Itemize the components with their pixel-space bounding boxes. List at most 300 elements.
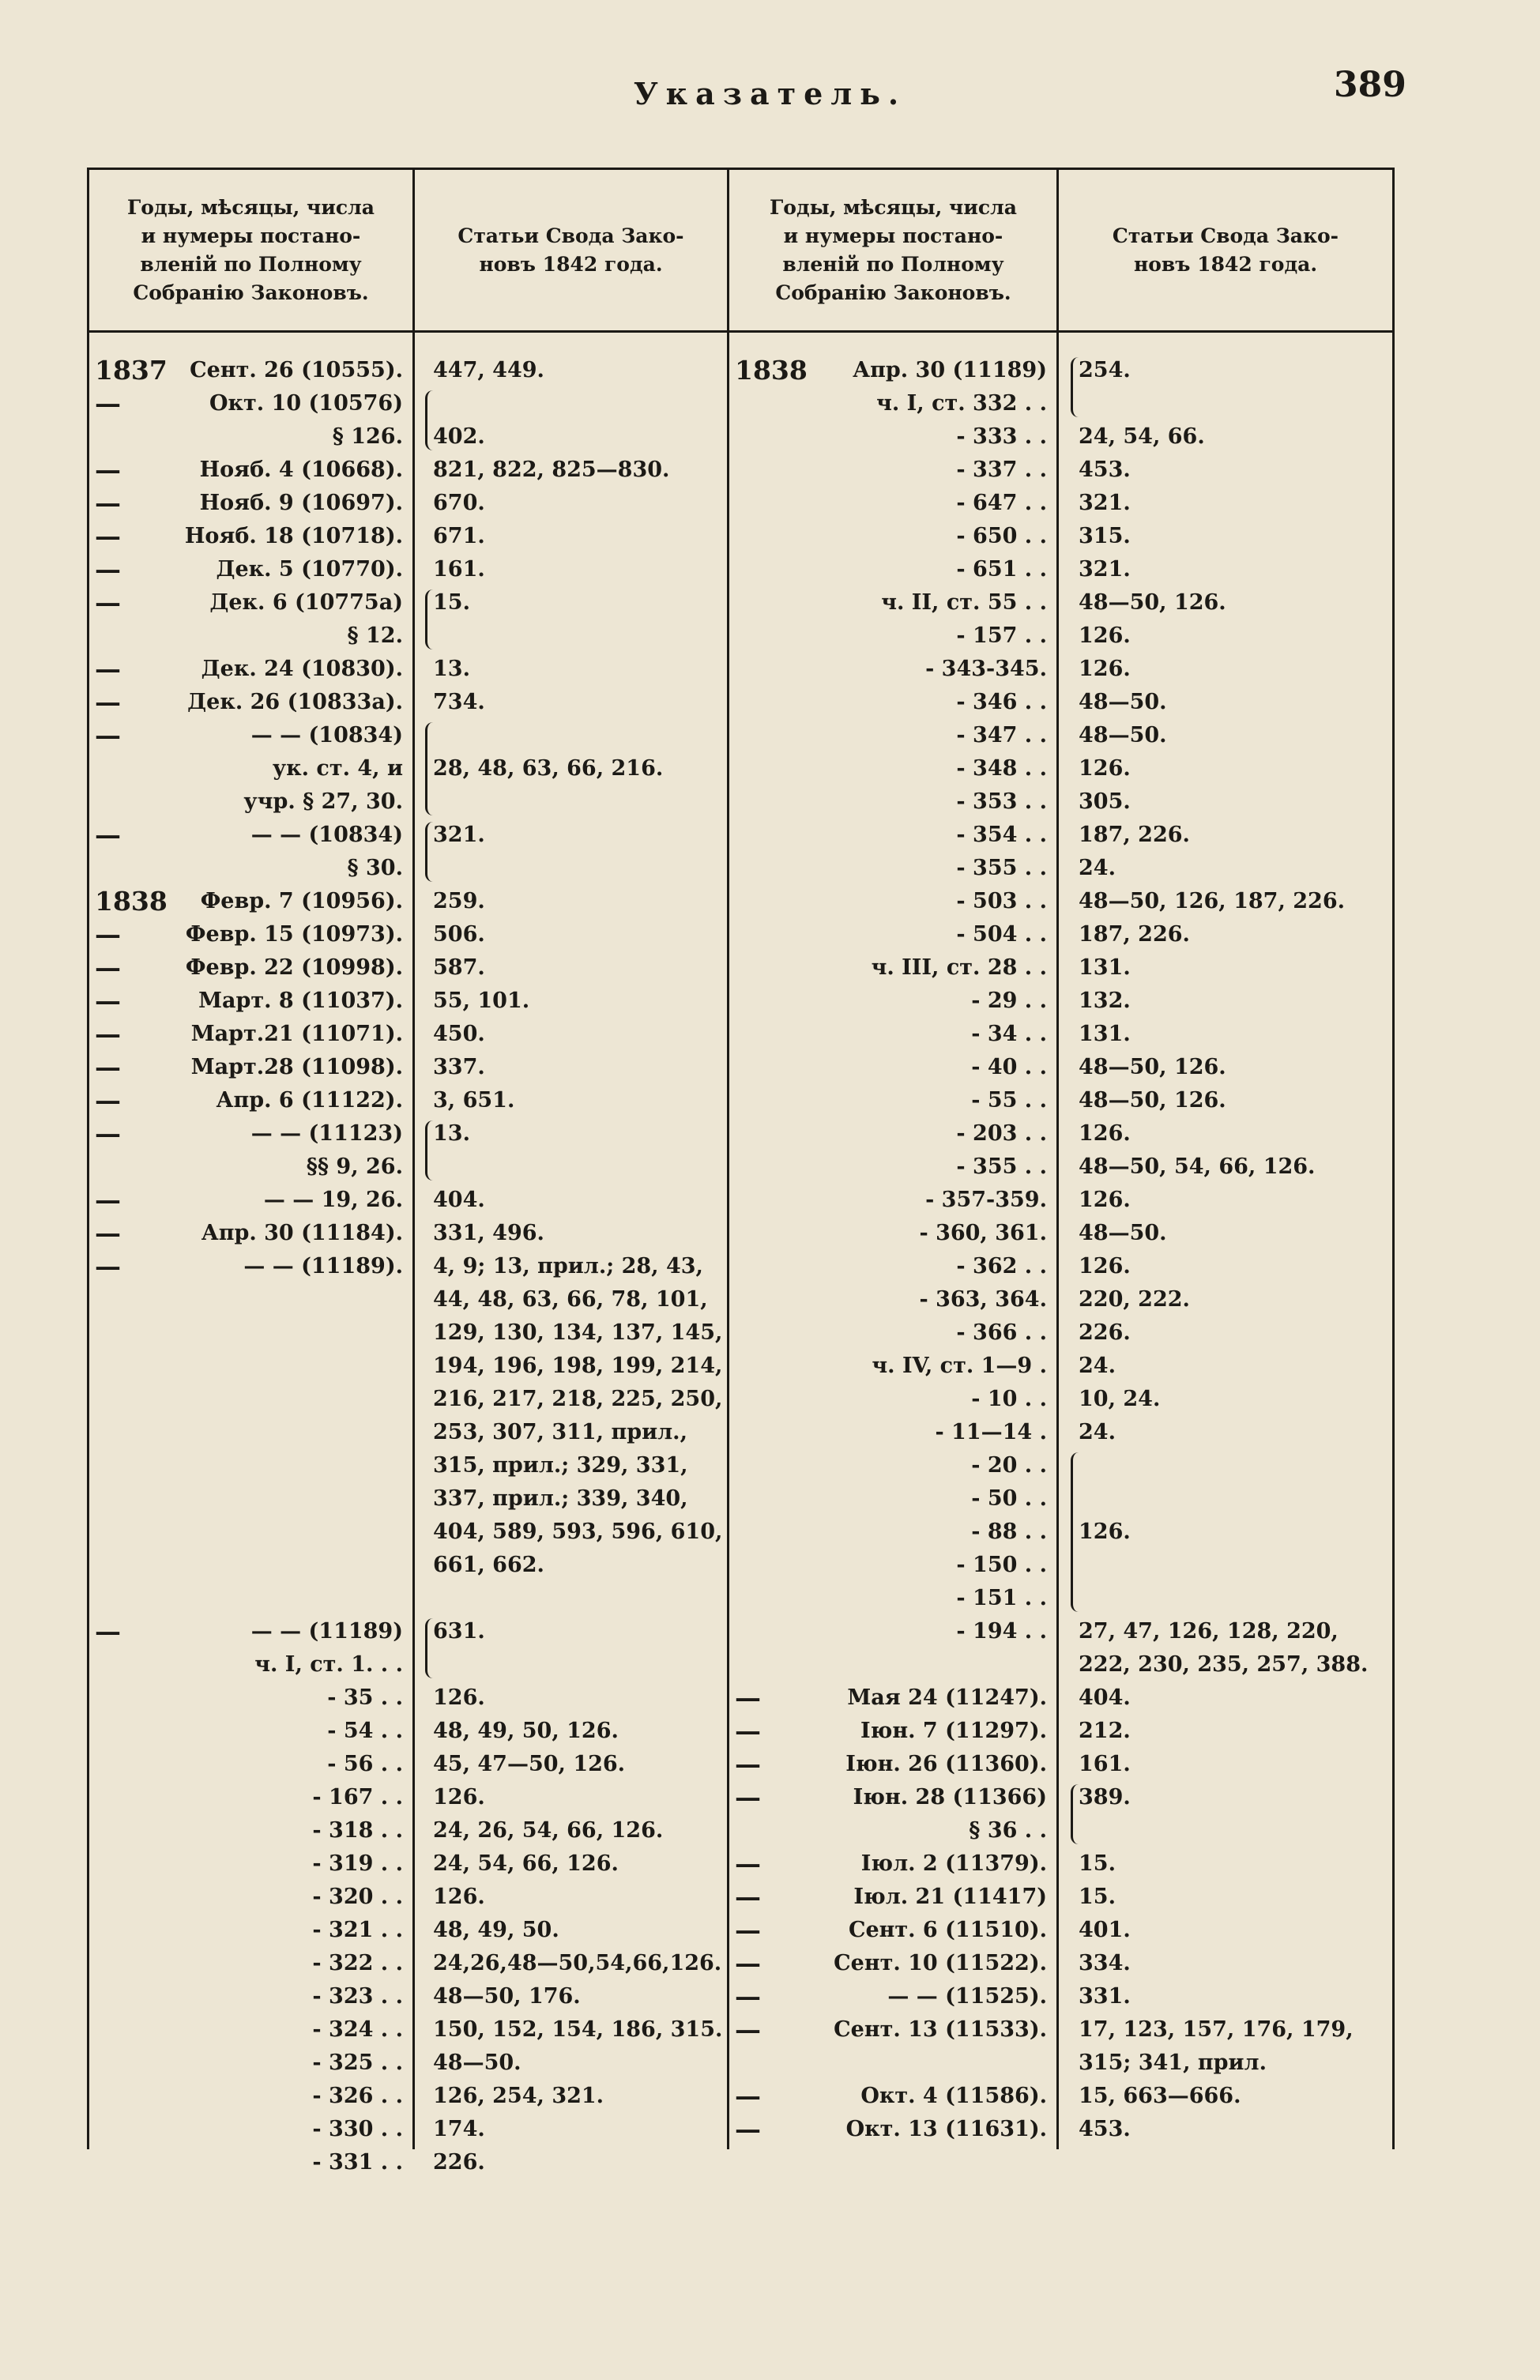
articles-cell: 3, 651. (433, 1088, 515, 1113)
articles-cell: 48—50, 176. (433, 1984, 581, 2009)
index-row (735, 1516, 1387, 1549)
year-cell: — (95, 554, 121, 585)
index-row (95, 852, 719, 885)
year-cell: — (95, 587, 121, 618)
index-row (735, 1117, 1387, 1150)
decree-cell: - 325 . . (312, 2050, 403, 2075)
decree-cell: Апр. 6 (11122). (216, 1088, 403, 1113)
index-row (95, 2146, 719, 2179)
index-row (95, 719, 719, 752)
decree-cell: - 347 . . (956, 723, 1047, 748)
decree-cell: - 331 . . (312, 2150, 403, 2175)
left-index-list (95, 354, 723, 2175)
index-row (735, 653, 1387, 686)
index-row (95, 619, 719, 653)
index-row (735, 1881, 1387, 1914)
index-row (735, 1980, 1387, 2013)
decree-cell: — — (11123) (250, 1121, 403, 1146)
index-row (735, 951, 1387, 985)
decree-cell: — — (11189) (250, 1619, 403, 1644)
decree-cell: - 333 . . (956, 424, 1047, 449)
articles-cell: 187, 226. (1079, 922, 1190, 947)
year-cell: — (735, 1749, 761, 1779)
articles-cell: 48—50. (1079, 1221, 1167, 1245)
index-row (95, 1516, 723, 1549)
articles-cell: 126. (1079, 1254, 1131, 1278)
articles-cell: 315. (1079, 524, 1131, 548)
decree-cell: - 357-359. (925, 1188, 1047, 1212)
decree-cell: Сент. 26 (10555). (190, 358, 403, 382)
articles-cell: 131. (1079, 1022, 1131, 1046)
decree-cell: Дек. 5 (10770). (216, 557, 403, 582)
decree-cell: - 167 . . (312, 1785, 403, 1809)
index-row (735, 686, 1387, 719)
index-row (95, 653, 719, 686)
articles-cell: 315; 341, прил. (1079, 2050, 1267, 2075)
year-cell: 1838 (735, 355, 808, 386)
decree-cell: - 55 . . (971, 1088, 1047, 1113)
index-row (735, 785, 1387, 819)
decree-cell: — — (10834) (250, 723, 403, 748)
articles-cell: 734. (433, 690, 485, 714)
index-row (735, 1549, 1387, 1582)
index-row (95, 1449, 719, 1482)
articles-cell: 126. (433, 1885, 485, 1909)
index-row (95, 1980, 719, 2013)
articles-cell: 331, 496. (433, 1221, 544, 1245)
index-row (95, 354, 719, 387)
articles-cell (433, 852, 719, 885)
articles-cell: 253, 307, 311, прил., (433, 1420, 687, 1444)
year-cell: — (95, 388, 121, 419)
decree-cell (158, 1449, 403, 1482)
year-cell: 1838 (95, 886, 168, 917)
decree-cell (158, 1350, 403, 1383)
articles-cell: 48—50, 126. (1079, 1055, 1226, 1079)
decree-cell: - 10 . . (971, 1387, 1047, 1411)
articles-cell: 187, 226. (1079, 823, 1190, 847)
index-row (735, 1814, 1387, 1847)
articles-cell: 13. (433, 1121, 470, 1146)
articles-cell: 587. (433, 955, 485, 980)
index-row (735, 1184, 1387, 1217)
index-row (95, 454, 719, 487)
index-row (735, 1847, 1387, 1881)
year-cell: — (735, 2014, 761, 2045)
articles-cell: 212. (1079, 1719, 1131, 1743)
articles-cell: 404. (433, 1188, 485, 1212)
decree-cell: - 40 . . (971, 1055, 1047, 1079)
articles-cell: 337, прил.; 339, 340, (433, 1486, 688, 1511)
decree-cell: Нояб. 9 (10697). (199, 491, 403, 515)
decree-cell: Нояб. 4 (10668). (199, 458, 403, 482)
decree-cell: - 194 . . (956, 1619, 1047, 1644)
index-row (735, 1715, 1387, 1748)
index-row (95, 1051, 719, 1084)
articles-cell: 24, 54, 66, 126. (433, 1851, 619, 1876)
articles-cell: 48, 49, 50, 126. (433, 1719, 619, 1743)
decree-cell: - 650 . . (956, 524, 1047, 548)
brace-mark (1071, 357, 1086, 417)
decree-cell: — — 19, 26. (263, 1188, 403, 1212)
decree-cell: Февр. 7 (10956). (200, 889, 403, 913)
index-row (95, 1316, 723, 1350)
articles-cell: 126. (433, 1785, 485, 1809)
index-row (735, 553, 1387, 586)
index-row (735, 1084, 1387, 1117)
articles-cell: 4, 9; 13, прил.; 28, 43, (433, 1254, 703, 1278)
index-row (735, 819, 1387, 852)
articles-cell: 15. (1079, 1851, 1116, 1876)
articles-cell (1079, 387, 1387, 420)
articles-cell: 24. (1079, 1420, 1116, 1444)
articles-cell: 48—50, 126. (1079, 1088, 1226, 1113)
index-row (735, 520, 1387, 553)
articles-cell: 315, прил.; 329, 331, (433, 1453, 688, 1478)
decree-cell: § 12. (347, 623, 403, 648)
table-right-border (1392, 168, 1395, 2149)
articles-cell: 220, 222. (1079, 1287, 1190, 1312)
index-row (735, 1217, 1387, 1250)
decree-cell: Дек. 24 (10830). (201, 657, 403, 681)
index-row (95, 553, 719, 586)
articles-cell (1079, 1482, 1387, 1516)
decree-cell: Сент. 6 (11510). (848, 1918, 1047, 1942)
decree-cell: § 36 . . (969, 1818, 1047, 1843)
decree-cell (158, 1516, 403, 1549)
articles-cell: 631. (433, 1619, 485, 1644)
brace-mark (425, 722, 440, 815)
decree-cell: - 337 . . (956, 458, 1047, 482)
index-row (95, 785, 719, 819)
year-cell: — (95, 1616, 121, 1647)
index-row (95, 1250, 719, 1283)
articles-cell: 321. (1079, 557, 1131, 582)
index-row (95, 1184, 719, 1217)
decree-cell: - 355 . . (956, 856, 1047, 880)
left-col-a-header: Годы, мѣсяцы, числа и нумеры постано- вленій по Полному Собранію Законовъ. (127, 196, 375, 304)
index-row (95, 686, 719, 719)
articles-cell: 24. (1079, 856, 1116, 880)
index-row (735, 1383, 1387, 1416)
year-cell: — (735, 1848, 761, 1879)
articles-cell: 126. (1079, 1520, 1131, 1544)
decree-cell: - 50 . . (971, 1486, 1047, 1511)
right-col-a-header: Годы, мѣсяцы, числа и нумеры постано- вленій по Полному Собранію Законовъ. (770, 196, 1017, 304)
year-cell: — (735, 1782, 761, 1813)
decree-cell: - 20 . . (971, 1453, 1047, 1478)
index-row (735, 885, 1387, 918)
decree-cell: - 34 . . (971, 1022, 1047, 1046)
articles-cell: 15. (433, 590, 470, 615)
index-row (95, 520, 719, 553)
articles-cell (433, 1648, 719, 1681)
articles-cell: 48—50. (1079, 690, 1167, 714)
index-row (95, 2013, 723, 2047)
decree-cell: - 56 . . (327, 1752, 403, 1776)
decree-cell: - 355 . . (956, 1154, 1047, 1179)
index-row (735, 2113, 1387, 2146)
decree-cell: - 35 . . (327, 1685, 403, 1710)
index-row (95, 1881, 719, 1914)
year-cell: — (95, 653, 121, 684)
articles-cell: 132. (1079, 989, 1131, 1013)
decree-cell: Сент. 13 (11533). (834, 2017, 1047, 2042)
decree-cell: Март.28 (11098). (190, 1055, 403, 1079)
index-row (95, 1615, 719, 1648)
articles-cell: 404. (1079, 1685, 1131, 1710)
decree-cell: Мая 24 (11247). (847, 1685, 1047, 1710)
articles-cell: 17, 123, 157, 176, 179, (1079, 2017, 1354, 2042)
index-row (95, 1715, 719, 1748)
decree-cell: Іюн. 28 (11366) (853, 1785, 1047, 1809)
index-row (95, 1018, 719, 1051)
year-cell: — (95, 1118, 121, 1149)
index-row (735, 1914, 1387, 1947)
index-row (735, 387, 1387, 420)
year-cell: — (95, 1085, 121, 1116)
articles-cell: 389. (1079, 1785, 1131, 1809)
index-row (95, 1648, 719, 1681)
articles-cell: 321. (1079, 491, 1131, 515)
index-row (95, 2080, 719, 2113)
decree-cell (158, 1416, 403, 1449)
year-cell: — (735, 2114, 761, 2145)
articles-cell: 13. (433, 657, 470, 681)
right-col-b-header: Статьи Свода Зако- новъ 1842 года. (1112, 224, 1339, 276)
decree-cell: - 151 . . (956, 1586, 1047, 1610)
decree-cell: § 126. (332, 424, 403, 449)
index-row (95, 1814, 719, 1847)
index-row (735, 2047, 1387, 2080)
decree-cell: - 318 . . (312, 1818, 403, 1843)
decree-cell: Февр. 15 (10973). (185, 922, 403, 947)
index-row (735, 1648, 1387, 1681)
articles-cell: 194, 196, 198, 199, 214, (433, 1354, 723, 1378)
articles-cell (433, 1150, 719, 1184)
decree-cell: Іюн. 7 (11297). (860, 1719, 1047, 1743)
articles-cell: 24,26,48—50,54,66,126. (433, 1951, 722, 1975)
index-row (735, 2080, 1387, 2113)
year-cell: — (95, 454, 121, 485)
decree-cell: - 348 . . (956, 756, 1047, 781)
decree-cell: Іюл. 21 (11417) (853, 1885, 1047, 1909)
year-cell: — (95, 952, 121, 983)
index-row (735, 1416, 1387, 1449)
left-col-b-header: Статьи Свода Зако- новъ 1842 года. (457, 224, 684, 276)
articles-cell: 28, 48, 63, 66, 216. (433, 756, 664, 781)
decree-cell: — — (11189). (243, 1254, 403, 1278)
index-row (95, 2113, 719, 2146)
articles-cell: 670. (433, 491, 485, 515)
index-row (95, 819, 719, 852)
brace-mark (425, 390, 440, 450)
articles-cell (433, 785, 719, 819)
brace-mark (425, 1120, 440, 1181)
decree-cell: - 323 . . (312, 1984, 403, 2009)
articles-cell: 216, 217, 218, 225, 250, (433, 1387, 723, 1411)
articles-cell: 126. (1079, 1188, 1131, 1212)
articles-cell: 321. (433, 823, 485, 847)
articles-cell: 131. (1079, 955, 1131, 980)
decree-cell (806, 1648, 1047, 1681)
articles-cell: 48—50. (433, 2050, 521, 2075)
index-row (95, 487, 719, 520)
decree-cell: - 326 . . (312, 2084, 403, 2108)
year-cell: — (95, 1019, 121, 1049)
decree-cell: Февр. 22 (10998). (185, 955, 403, 980)
index-row (95, 951, 719, 985)
decree-cell: - 503 . . (956, 889, 1047, 913)
articles-cell: 671. (433, 524, 485, 548)
articles-cell: 161. (433, 557, 485, 582)
decree-cell: - 651 . . (956, 557, 1047, 582)
index-row (95, 387, 719, 420)
articles-cell: 305. (1079, 789, 1131, 814)
articles-cell: 447, 449. (433, 358, 544, 382)
brace-mark (1071, 1452, 1086, 1612)
decree-cell: - 322 . . (312, 1951, 403, 1975)
year-cell: — (735, 1948, 761, 1979)
articles-cell: 334. (1079, 1951, 1131, 1975)
decree-cell (158, 1582, 403, 1615)
index-row (95, 1681, 719, 1715)
center-divider (727, 168, 729, 2149)
decree-cell: - 150 . . (956, 1553, 1047, 1577)
decree-cell: Дек. 26 (10833а). (187, 690, 403, 714)
articles-cell: 15, 663—666. (1079, 2084, 1241, 2108)
articles-cell: 402. (433, 424, 485, 449)
decree-cell: - 321 . . (312, 1918, 403, 1942)
index-row (95, 885, 719, 918)
decree-cell: - 346 . . (956, 690, 1047, 714)
index-row (735, 752, 1387, 785)
index-row (95, 1150, 719, 1184)
decree-cell: - 320 . . (312, 1885, 403, 1909)
index-row (735, 1449, 1387, 1482)
articles-cell: 661, 662. (433, 1553, 544, 1577)
index-row (95, 1350, 723, 1383)
decree-cell (158, 1283, 403, 1316)
year-cell: — (95, 985, 121, 1016)
index-row (95, 1217, 719, 1250)
index-row (95, 420, 719, 454)
index-row (735, 1350, 1387, 1383)
index-row (95, 1416, 719, 1449)
index-row (735, 1018, 1387, 1051)
articles-cell (433, 719, 719, 752)
decree-cell: Окт. 10 (10576) (209, 391, 403, 416)
year-cell: — (95, 819, 121, 850)
articles-cell: 222, 230, 235, 257, 388. (1079, 1652, 1369, 1677)
articles-cell: 27, 47, 126, 128, 220, (1079, 1619, 1339, 1644)
decree-cell: § 30. (347, 856, 403, 880)
year-cell: — (95, 1251, 121, 1282)
year-cell: — (735, 1715, 761, 1746)
decree-cell: ук. ст. 4, и (272, 756, 403, 781)
page-number: 389 (1334, 65, 1406, 105)
index-row (735, 1582, 1387, 1615)
index-row (95, 1847, 719, 1881)
decree-cell: - 11—14 . (935, 1420, 1047, 1444)
table-left-border (87, 168, 89, 2149)
index-row (735, 1051, 1387, 1084)
articles-cell (1079, 1449, 1387, 1482)
decree-cell: - 354 . . (956, 823, 1047, 847)
decree-cell: - 343-345. (925, 657, 1047, 681)
decree-cell: Окт. 13 (11631). (845, 2117, 1047, 2141)
year-cell: — (735, 1981, 761, 2012)
running-title: Указатель. (633, 76, 907, 111)
index-row (95, 1383, 723, 1416)
year-cell: — (735, 1682, 761, 1713)
index-row (735, 719, 1387, 752)
articles-cell (1079, 1549, 1387, 1582)
articles-cell: 401. (1079, 1918, 1131, 1942)
index-row (95, 2047, 719, 2080)
articles-cell: 126. (1079, 657, 1131, 681)
index-row (735, 1150, 1387, 1184)
index-row (95, 985, 719, 1018)
index-row (95, 1582, 719, 1615)
articles-cell: 10, 24. (1079, 1387, 1161, 1411)
articles-cell: 55, 101. (433, 989, 530, 1013)
articles-cell: 226. (433, 2150, 485, 2175)
articles-cell: 226. (1079, 1320, 1131, 1345)
index-row (95, 918, 719, 951)
brace-mark (425, 1618, 440, 1678)
index-row (735, 1250, 1387, 1283)
index-row (95, 1084, 719, 1117)
articles-cell: 450. (433, 1022, 485, 1046)
brace-mark (425, 822, 440, 882)
index-row (95, 1549, 719, 1582)
decree-cell (806, 2047, 1047, 2080)
decree-cell: - 647 . . (956, 491, 1047, 515)
articles-cell: 126, 254, 321. (433, 2084, 604, 2108)
decree-cell: Апр. 30 (11184). (201, 1221, 403, 1245)
decree-cell: ч. II, ст. 55 . . (881, 590, 1047, 615)
articles-cell (433, 387, 719, 420)
index-row (735, 354, 1387, 387)
decree-cell: Окт. 4 (11586). (860, 2084, 1047, 2108)
index-row (735, 586, 1387, 619)
year-cell: 1837 (95, 355, 168, 386)
decree-cell (158, 1482, 403, 1516)
articles-cell (1079, 1582, 1387, 1615)
index-row (95, 1914, 719, 1947)
decree-cell (158, 1383, 403, 1416)
decree-cell: - 353 . . (956, 789, 1047, 814)
decree-cell: Нояб. 18 (10718). (184, 524, 403, 548)
articles-cell: 259. (433, 889, 485, 913)
articles-cell: 506. (433, 922, 485, 947)
articles-cell: 161. (1079, 1752, 1131, 1776)
brace-mark (425, 589, 440, 650)
articles-cell: 126. (1079, 756, 1131, 781)
year-cell: — (735, 1915, 761, 1945)
index-row (735, 852, 1387, 885)
index-row (735, 1615, 1387, 1648)
decree-cell: Іюн. 26 (11360). (845, 1752, 1047, 1776)
index-row (95, 1781, 719, 1814)
articles-cell: 48, 49, 50. (433, 1918, 559, 1942)
year-cell: — (95, 720, 121, 751)
decree-cell: ч. I, ст. 332 . . (876, 391, 1047, 416)
index-row (735, 1748, 1387, 1781)
decree-cell: ч. III, ст. 28 . . (871, 955, 1047, 980)
index-row (95, 1947, 722, 1980)
